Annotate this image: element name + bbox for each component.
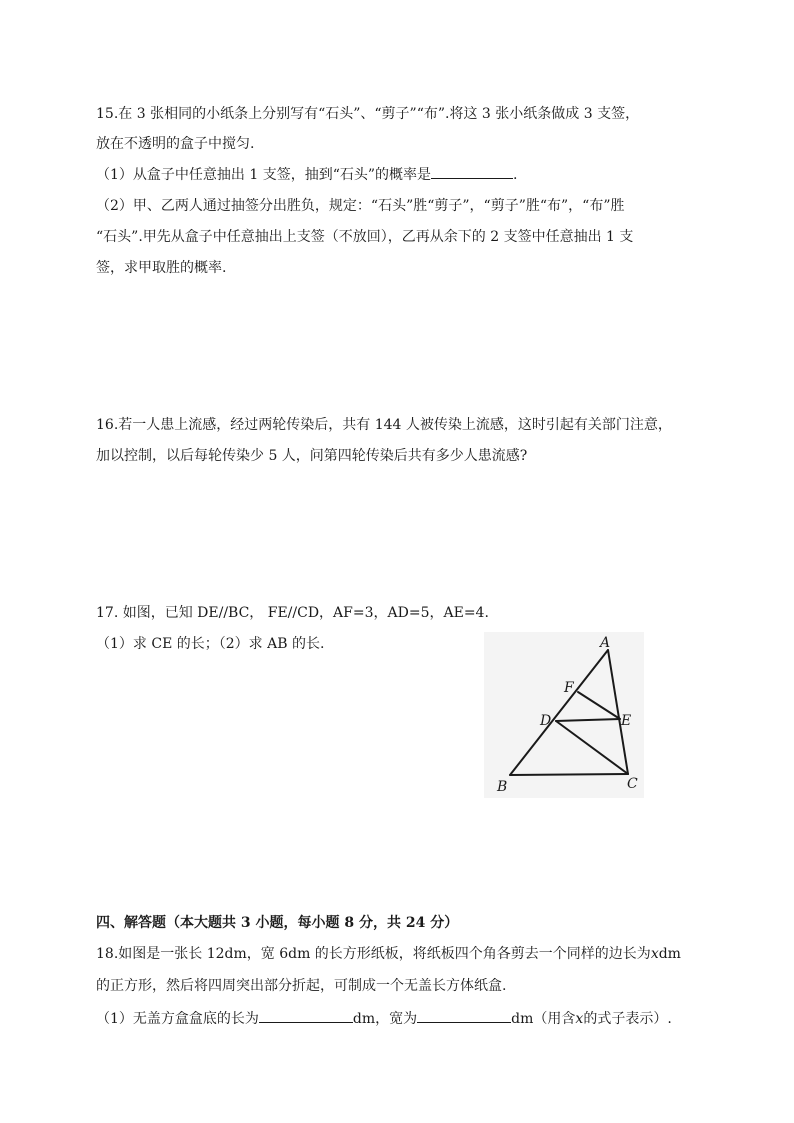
q18-line-1-text: 18.如图是一张长 12dm，宽 6dm 的长方形纸板，将纸板四个角各剪去一个同样的边长为: [96, 946, 651, 962]
label-b: B: [497, 779, 508, 795]
answer-blank[interactable]: [431, 164, 513, 179]
q15-part-2-line-2: “石头”.甲先从盒子中任意抽出上支签（不放回），乙再从余下的 2 支签中任意抽出 1 支: [96, 229, 634, 245]
q18-part-1-b: dm，宽为: [352, 1011, 418, 1027]
q18-part-1-a: （1）无盖方盒盒底的长为: [96, 1011, 259, 1027]
q16-line-1: 16.若一人患上流感，经过两轮传染后，共有 144 人被传染上流感，这时引起有关部门注意，: [96, 417, 672, 433]
q15-part-2-line-1: （2）甲、乙两人通过抽签分出胜负，规定：“石头”胜“剪子”，“剪子”胜“布”，“布”胜: [96, 198, 625, 214]
q18-line-2: 的正方形，然后将四周突出部分折起，可制成一个无盖长方体纸盒.: [96, 978, 507, 994]
width-answer-blank[interactable]: [417, 1008, 511, 1023]
label-f: F: [564, 680, 574, 696]
q18-part-1-d: 的式子表示）.: [583, 1011, 672, 1027]
q15-line-2: 放在不透明的盒子中搅匀.: [96, 136, 255, 152]
label-e: E: [621, 713, 632, 729]
q18-part-1: [96, 1008, 672, 1029]
q15-line-1: 15.在 3 张相同的小纸条上分别写有“石头”、“剪子”“布”.将这 3 张小纸条做成 3 支签，: [96, 106, 640, 122]
q17-line-2: （1）求 CE 的长；（2）求 AB 的长.: [96, 636, 325, 652]
q15-part-1-text: （1）从盒子中任意抽出 1 支签，抽到“石头”的概率是: [96, 167, 432, 183]
triangle-figure: [484, 632, 644, 798]
variable-x: x: [650, 946, 659, 962]
label-c: C: [627, 776, 638, 792]
label-d: D: [540, 713, 552, 729]
q18-part-1-c: dm（用含: [511, 1011, 576, 1027]
variable-x: x: [575, 1011, 584, 1027]
q18-line-1: [96, 944, 681, 964]
unit-dm: dm: [658, 946, 681, 962]
q17-line-1: 17. 如图，已知 DE//BC， FE//CD，AF=3，AD=5，AE=4.: [96, 605, 489, 621]
label-a: A: [600, 635, 611, 651]
q15-part-2-line-3: 签，求甲取胜的概率.: [96, 260, 227, 276]
length-answer-blank[interactable]: [259, 1008, 353, 1023]
q15-part-1: [96, 164, 517, 185]
side-bc: [510, 774, 628, 775]
q15-part-1-end: .: [513, 167, 518, 183]
q16-line-2: 加以控制，以后每轮传染少 5 人，问第四轮传染后共有多少人患流感?: [96, 448, 528, 464]
section-4-heading: 四、解答题（本大题共 3 小题，每小题 8 分，共 24 分）: [96, 915, 459, 931]
